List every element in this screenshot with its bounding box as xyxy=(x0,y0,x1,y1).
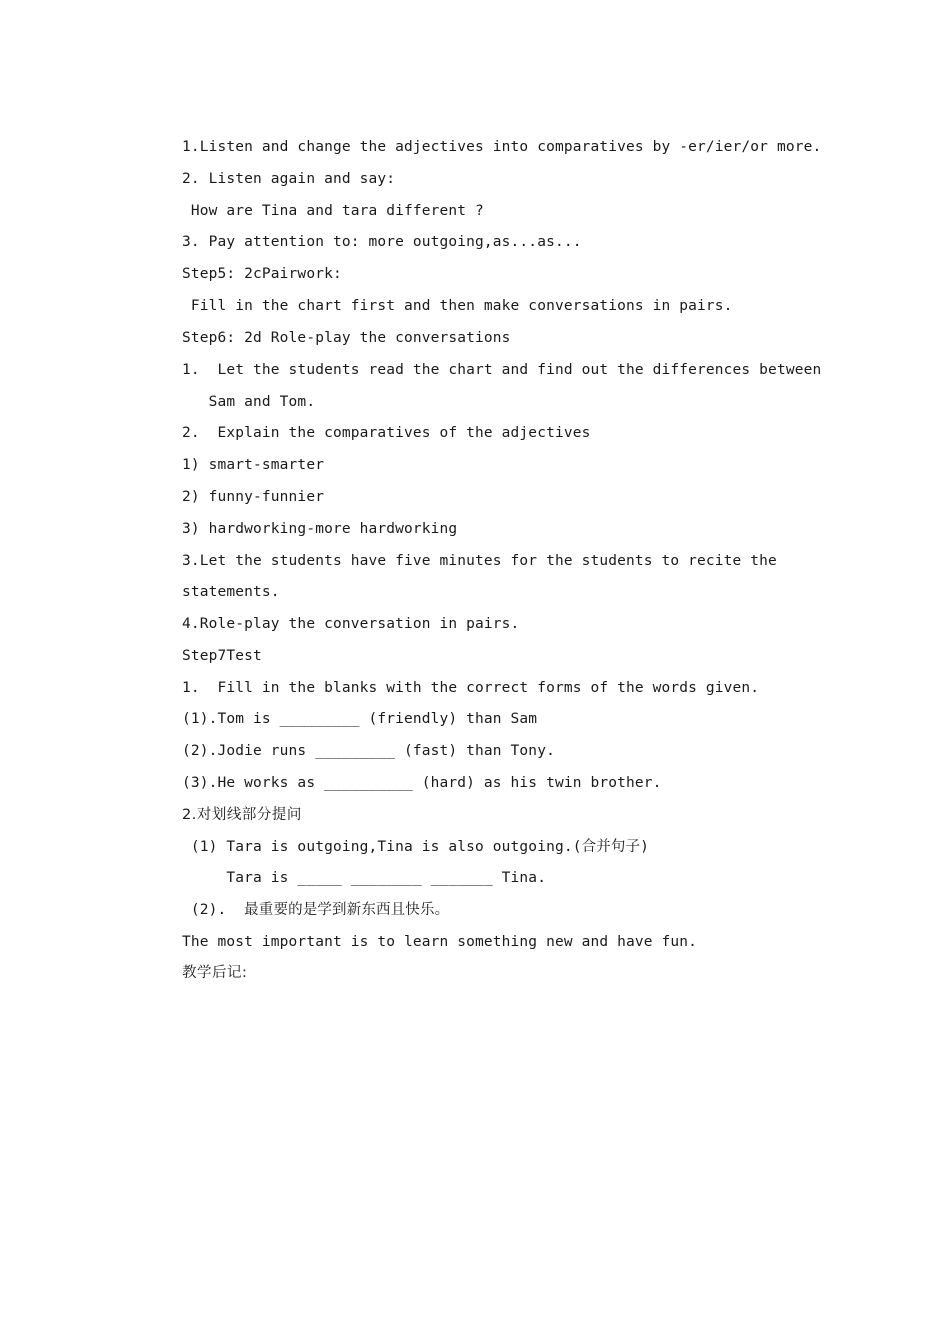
text-line: 4.Role-play the conversation in pairs. xyxy=(182,616,520,632)
text-line: Step7Test xyxy=(182,648,262,664)
text-line: How are Tina and tara different ? xyxy=(182,203,484,219)
text-line: 3) hardworking-more hardworking xyxy=(182,521,458,537)
text-line: 2. Explain the comparatives of the adjectives xyxy=(182,425,591,441)
text-line: Sam and Tom. xyxy=(182,394,316,410)
text-line: Fill in the chart first and then make conversations in pairs. xyxy=(182,298,733,314)
text-line: 1) smart-smarter xyxy=(182,457,325,473)
text-line: 2) funny-funnier xyxy=(182,489,325,505)
text-line: 2. Listen again and say: xyxy=(182,171,396,187)
text-line: (1) Tara is outgoing,Tina is also outgoing.(合并句子) xyxy=(182,839,650,855)
text-line: Tara is _____ ________ _______ Tina. xyxy=(182,870,547,886)
text-line: Step5: 2cPairwork: xyxy=(182,266,342,282)
text-line: Step6: 2d Role-play the conversations xyxy=(182,330,511,346)
text-line: 2.对划线部分提问 xyxy=(182,807,302,823)
text-line: (2).Jodie runs _________ (fast) than Tony. xyxy=(182,743,555,759)
text-line: (3).He works as __________ (hard) as his twin brother. xyxy=(182,775,662,791)
text-line: 教学后记: xyxy=(182,965,248,981)
text-line: (1).Tom is _________ (friendly) than Sam xyxy=(182,711,538,727)
text-line: 1. Fill in the blanks with the correct forms of the words given. xyxy=(182,680,760,696)
text-line: 1. Let the students read the chart and find out the differences between xyxy=(182,362,822,378)
text-line: 3.Let the students have five minutes for the students to recite the xyxy=(182,553,777,569)
text-line: (2). 最重要的是学到新东西且快乐。 xyxy=(182,902,450,918)
text-line: The most important is to learn something new and have fun. xyxy=(182,934,698,950)
text-line: 1.Listen and change the adjectives into comparatives by -er/ier/or more. xyxy=(182,139,822,155)
text-line: 3. Pay attention to: more outgoing,as...as... xyxy=(182,234,582,250)
text-line: statements. xyxy=(182,584,280,600)
